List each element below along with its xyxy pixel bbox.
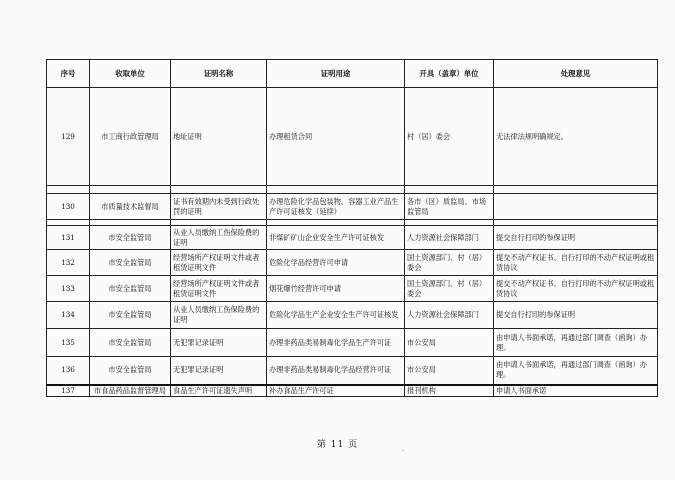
cell-unit: 市质量技术监督局 (90, 194, 171, 220)
cell-name: 无犯罪记录证明 (171, 357, 267, 385)
cell-issuer: 人力资源社会保障部门 (405, 226, 494, 250)
cell-issuer: 市公安局 (405, 357, 494, 385)
cell-unit: 市安全监管局 (90, 250, 171, 276)
header-no: 序号 (47, 60, 90, 88)
cell-no: 133 (47, 276, 90, 302)
header-opinion: 处理意见 (494, 60, 658, 88)
cell-issuer: 各市（区）质监局、市场监管局 (405, 194, 494, 220)
header-issuer: 开具（盖章）单位 (405, 60, 494, 88)
page-number: 第 11 页 (316, 440, 359, 450)
certificate-table (46, 59, 658, 397)
table-row (47, 357, 658, 385)
cell-use: 烟花爆竹经营许可申请 (267, 276, 405, 302)
cell-opinion: 无法律法规明确规定。 (494, 88, 658, 186)
cell-name: 经营场所产权证明文件或者租赁证明文件 (171, 276, 267, 302)
table-row (47, 385, 658, 397)
cell-issuer: 市公安局 (405, 329, 494, 357)
cell-no: 135 (47, 329, 90, 357)
cell-opinion: 提交不动产权证书、自行打印的不动产权证明或租赁协议 (494, 276, 658, 302)
cell-use: 危险化学品经营许可申请 (267, 250, 405, 276)
scan-speck: · (402, 447, 405, 455)
cell-unit: 市安全监管局 (90, 329, 171, 357)
cell-issuer: 国土资源部门、村（居）委会 (405, 250, 494, 276)
table-row (47, 88, 658, 186)
cell-opinion: 由申请人书面承诺，再通过部门调查（函询）办理。 (494, 329, 658, 357)
cell-opinion: 申请人书面承诺 (494, 385, 658, 397)
cell-no: 137 (47, 385, 90, 397)
cell-use: 办理危险化学品包装物、容器工业产品生产许可证核发（延续） (267, 194, 405, 220)
table-row (47, 194, 658, 220)
table-row (47, 329, 658, 357)
cell-opinion: 提交自行打印的参保证明 (494, 302, 658, 329)
cell-unit: 市工商行政管理局 (90, 88, 171, 186)
cell-no: 136 (47, 357, 90, 385)
cell-no: 131 (47, 226, 90, 250)
spacer-row (47, 186, 658, 194)
cell-use: 办理非药品类易制毒化学品生产许可证 (267, 329, 405, 357)
cell-opinion: 由申请人书面承诺，再通过部门调查（函询）办理。 (494, 357, 658, 385)
cell-no: 132 (47, 250, 90, 276)
cell-unit: 市安全监管局 (90, 276, 171, 302)
cell-issuer: 报刊机构 (405, 385, 494, 397)
cell-name: 从业人员缴纳工伤保险费的证明 (171, 226, 267, 250)
cell-use: 办理租赁合同 (267, 88, 405, 186)
cell-use: 补办食品生产许可证 (267, 385, 405, 397)
table-row (47, 250, 658, 276)
cell-no: 129 (47, 88, 90, 186)
cell-name: 地址证明 (171, 88, 267, 186)
cell-name: 无犯罪记录证明 (171, 329, 267, 357)
cell-issuer: 村（居）委会 (405, 88, 494, 186)
cell-unit: 市安全监管局 (90, 357, 171, 385)
cell-opinion: 提交自行打印的参保证明 (494, 226, 658, 250)
cell-issuer: 国土资源部门、村（居）委会 (405, 276, 494, 302)
cell-issuer: 人力资源社会保障部门 (405, 302, 494, 329)
header-row (47, 60, 658, 88)
cell-name: 经营场所产权证明文件或者租赁证明文件 (171, 250, 267, 276)
cell-name: 从业人员缴纳工伤保险费的证明 (171, 302, 267, 329)
cell-unit: 市安全监管局 (90, 302, 171, 329)
cell-use: 危险化学品生产企业安全生产许可证核发 (267, 302, 405, 329)
header-unit: 收取单位 (90, 60, 171, 88)
cell-use: 办理非药品类易制毒化学品经营许可证 (267, 357, 405, 385)
header-name: 证明名称 (171, 60, 267, 88)
cell-name: 证书有效期内未受到行政处罚的证明 (171, 194, 267, 220)
cell-unit: 市安全监管局 (90, 226, 171, 250)
header-use: 证明用途 (267, 60, 405, 88)
table-row (47, 276, 658, 302)
cell-no: 134 (47, 302, 90, 329)
cell-opinion: 提交不动产权证书、自行打印的不动产权证明或租赁协议 (494, 250, 658, 276)
cell-no: 130 (47, 194, 90, 220)
table-row (47, 226, 658, 250)
cell-name: 食品生产许可证遗失声明 (171, 385, 267, 397)
cell-use: 非煤矿矿山企业安全生产许可证核发 (267, 226, 405, 250)
cell-unit: 市食品药品监督管理局 (90, 385, 171, 397)
cell-opinion (494, 194, 658, 220)
table-row (47, 302, 658, 329)
